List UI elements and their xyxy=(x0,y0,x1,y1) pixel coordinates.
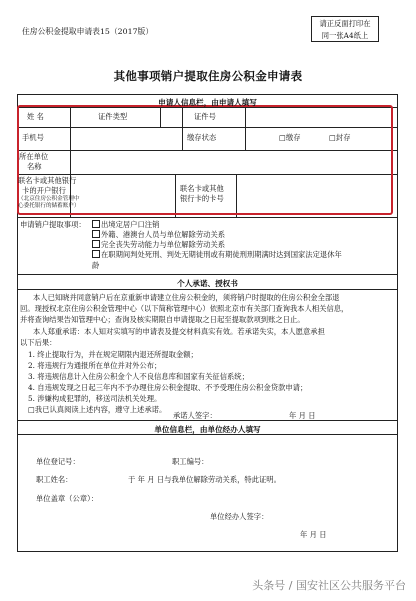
signature-field[interactable] xyxy=(222,409,277,419)
signature-label: 承诺人签字： xyxy=(173,411,217,420)
unit-seal-label: 单位盖章（公章）： xyxy=(36,494,99,503)
reason-option-2[interactable]: 外籍、港澳台人员与单位解除劳动关系 xyxy=(92,230,225,240)
staff-name-label: 职工姓名： xyxy=(36,475,73,484)
consequence-2: 2. 将违规行为通报所在单位并对外公布； xyxy=(28,361,162,370)
status-deposit-checkbox[interactable]: □缴存 xyxy=(279,133,301,142)
commitment-date: 年 月 日 xyxy=(289,411,316,420)
checkbox-icon xyxy=(92,220,100,228)
print-note xyxy=(311,16,379,42)
unit-date: 年 月 日 xyxy=(300,530,327,539)
staff-no-label: 职工编号： xyxy=(172,457,209,466)
form-number: 住房公积金提取申请表15（2017版） xyxy=(22,27,154,36)
mobile-label: 手机号 xyxy=(22,133,44,142)
staff-relation-text: 于 年 月 日与我单位解除劳动关系，特此证明。 xyxy=(128,475,281,484)
status-sealed-checkbox[interactable]: □封存 xyxy=(329,133,351,142)
pledge-line: 本人郑重承诺：本人知对实填写的申请表及提交材料真实有效。若承诺失实，本人愿意承担 xyxy=(33,327,325,336)
consequence-3: 3. 将违规信息计入住房公积金个人不良信息库和国家有关征信系统； xyxy=(28,372,249,381)
checkbox-icon xyxy=(92,240,100,248)
commitment-para-line-2: 回。现授权北京住房公积金管理中心（以下简称管理中心）依照北京市有关部门查询我本人相关信息， xyxy=(20,304,349,313)
staff-name-field[interactable] xyxy=(78,473,126,484)
unit-name-field[interactable] xyxy=(72,152,390,172)
name-label: 姓 名 xyxy=(27,112,44,121)
reason-option-4[interactable]: 在职期间判处死刑、判处无期徒刑或有期徒刑刑期满时达到国家法定退休年 xyxy=(92,250,342,260)
status-deposit-label: 缴存 xyxy=(285,133,301,142)
reason-option-1[interactable]: 出境定居户口注销 xyxy=(92,220,159,230)
unit-reg-no-label: 单位登记号： xyxy=(36,457,80,466)
rule xyxy=(17,217,398,218)
staff-no-field[interactable] xyxy=(214,455,304,466)
reason-label: 申请销户提取事项： xyxy=(20,220,86,229)
unit-name-label: 所在单位 名称 xyxy=(19,152,49,171)
cert-type-label: 证件类型 xyxy=(98,112,128,121)
consequence-5: 5. 涉嫌构成犯罪的，移送司法机关处理。 xyxy=(28,394,162,403)
watermark: 头条号 / 国安社区公共服务平台 xyxy=(252,579,406,592)
unit-section-heading: 单位信息栏，由单位经办人填写 xyxy=(154,425,261,434)
status-sealed-label: 封存 xyxy=(335,133,351,142)
unit-reg-no-field[interactable] xyxy=(84,455,164,466)
commitment-para-line-3: 并将查询结果告知管理中心；查询及核实期限自申请提取之日起至提取款项到账之日止。 xyxy=(20,315,305,324)
consequence-4: 4. 自违规发现之日起三年内不予办理住房公积金提取、不予受理住房公积金贷款申请； xyxy=(28,383,308,392)
page-title: 其他事项销户提取住房公积金申请表 xyxy=(113,69,303,83)
pledge-line-2: 以下后果： xyxy=(20,338,57,347)
checkbox-icon xyxy=(92,230,100,238)
cert-number-field[interactable] xyxy=(247,109,387,125)
card-number-field[interactable] xyxy=(238,176,388,215)
cert-number-label: 证件号 xyxy=(194,112,216,121)
deposit-status-label: 缴存状态 xyxy=(187,133,217,142)
bank-name-field[interactable] xyxy=(72,176,173,215)
bank-card-label: 联名卡或其他银行 卡的开户银行 （北京住房公积金管理中 心委托银行的储蓄账户） xyxy=(18,176,80,209)
agent-sign-label: 单位经办人签字： xyxy=(210,512,269,521)
commitment-para-line-1: 本人已知晓并同意销户后在京重新申请建立住房公积金的，须将销户时提取的住房公积金全部退 xyxy=(33,293,340,302)
rule xyxy=(17,274,398,275)
rule xyxy=(17,289,398,290)
commitment-section-heading: 个人承诺、授权书 xyxy=(177,279,238,288)
print-note-line-2: 同一张A4纸上 xyxy=(321,31,369,40)
cert-type-field[interactable] xyxy=(162,109,180,125)
print-note-line-1: 请正反面打印在 xyxy=(319,19,371,28)
reason-option-3[interactable]: 完全丧失劳动能力与单位解除劳动关系 xyxy=(92,240,225,250)
reason-option-4-wrap: 龄 xyxy=(92,261,100,270)
card-number-label: 联名卡或其他 银行卡的卡号 xyxy=(180,184,224,203)
agree-checkbox[interactable]: □我已认真阅读上述内容，遵守上述承诺。 xyxy=(28,405,167,414)
applicant-section-heading: 申请人信息栏，由申请人填写 xyxy=(158,98,257,107)
agent-sign-field[interactable] xyxy=(275,510,345,521)
consequence-1: 1. 终止提取行为，并在规定期限内退还所提取金额； xyxy=(28,350,198,359)
mobile-field[interactable] xyxy=(72,130,180,148)
checkbox-icon xyxy=(92,250,100,258)
